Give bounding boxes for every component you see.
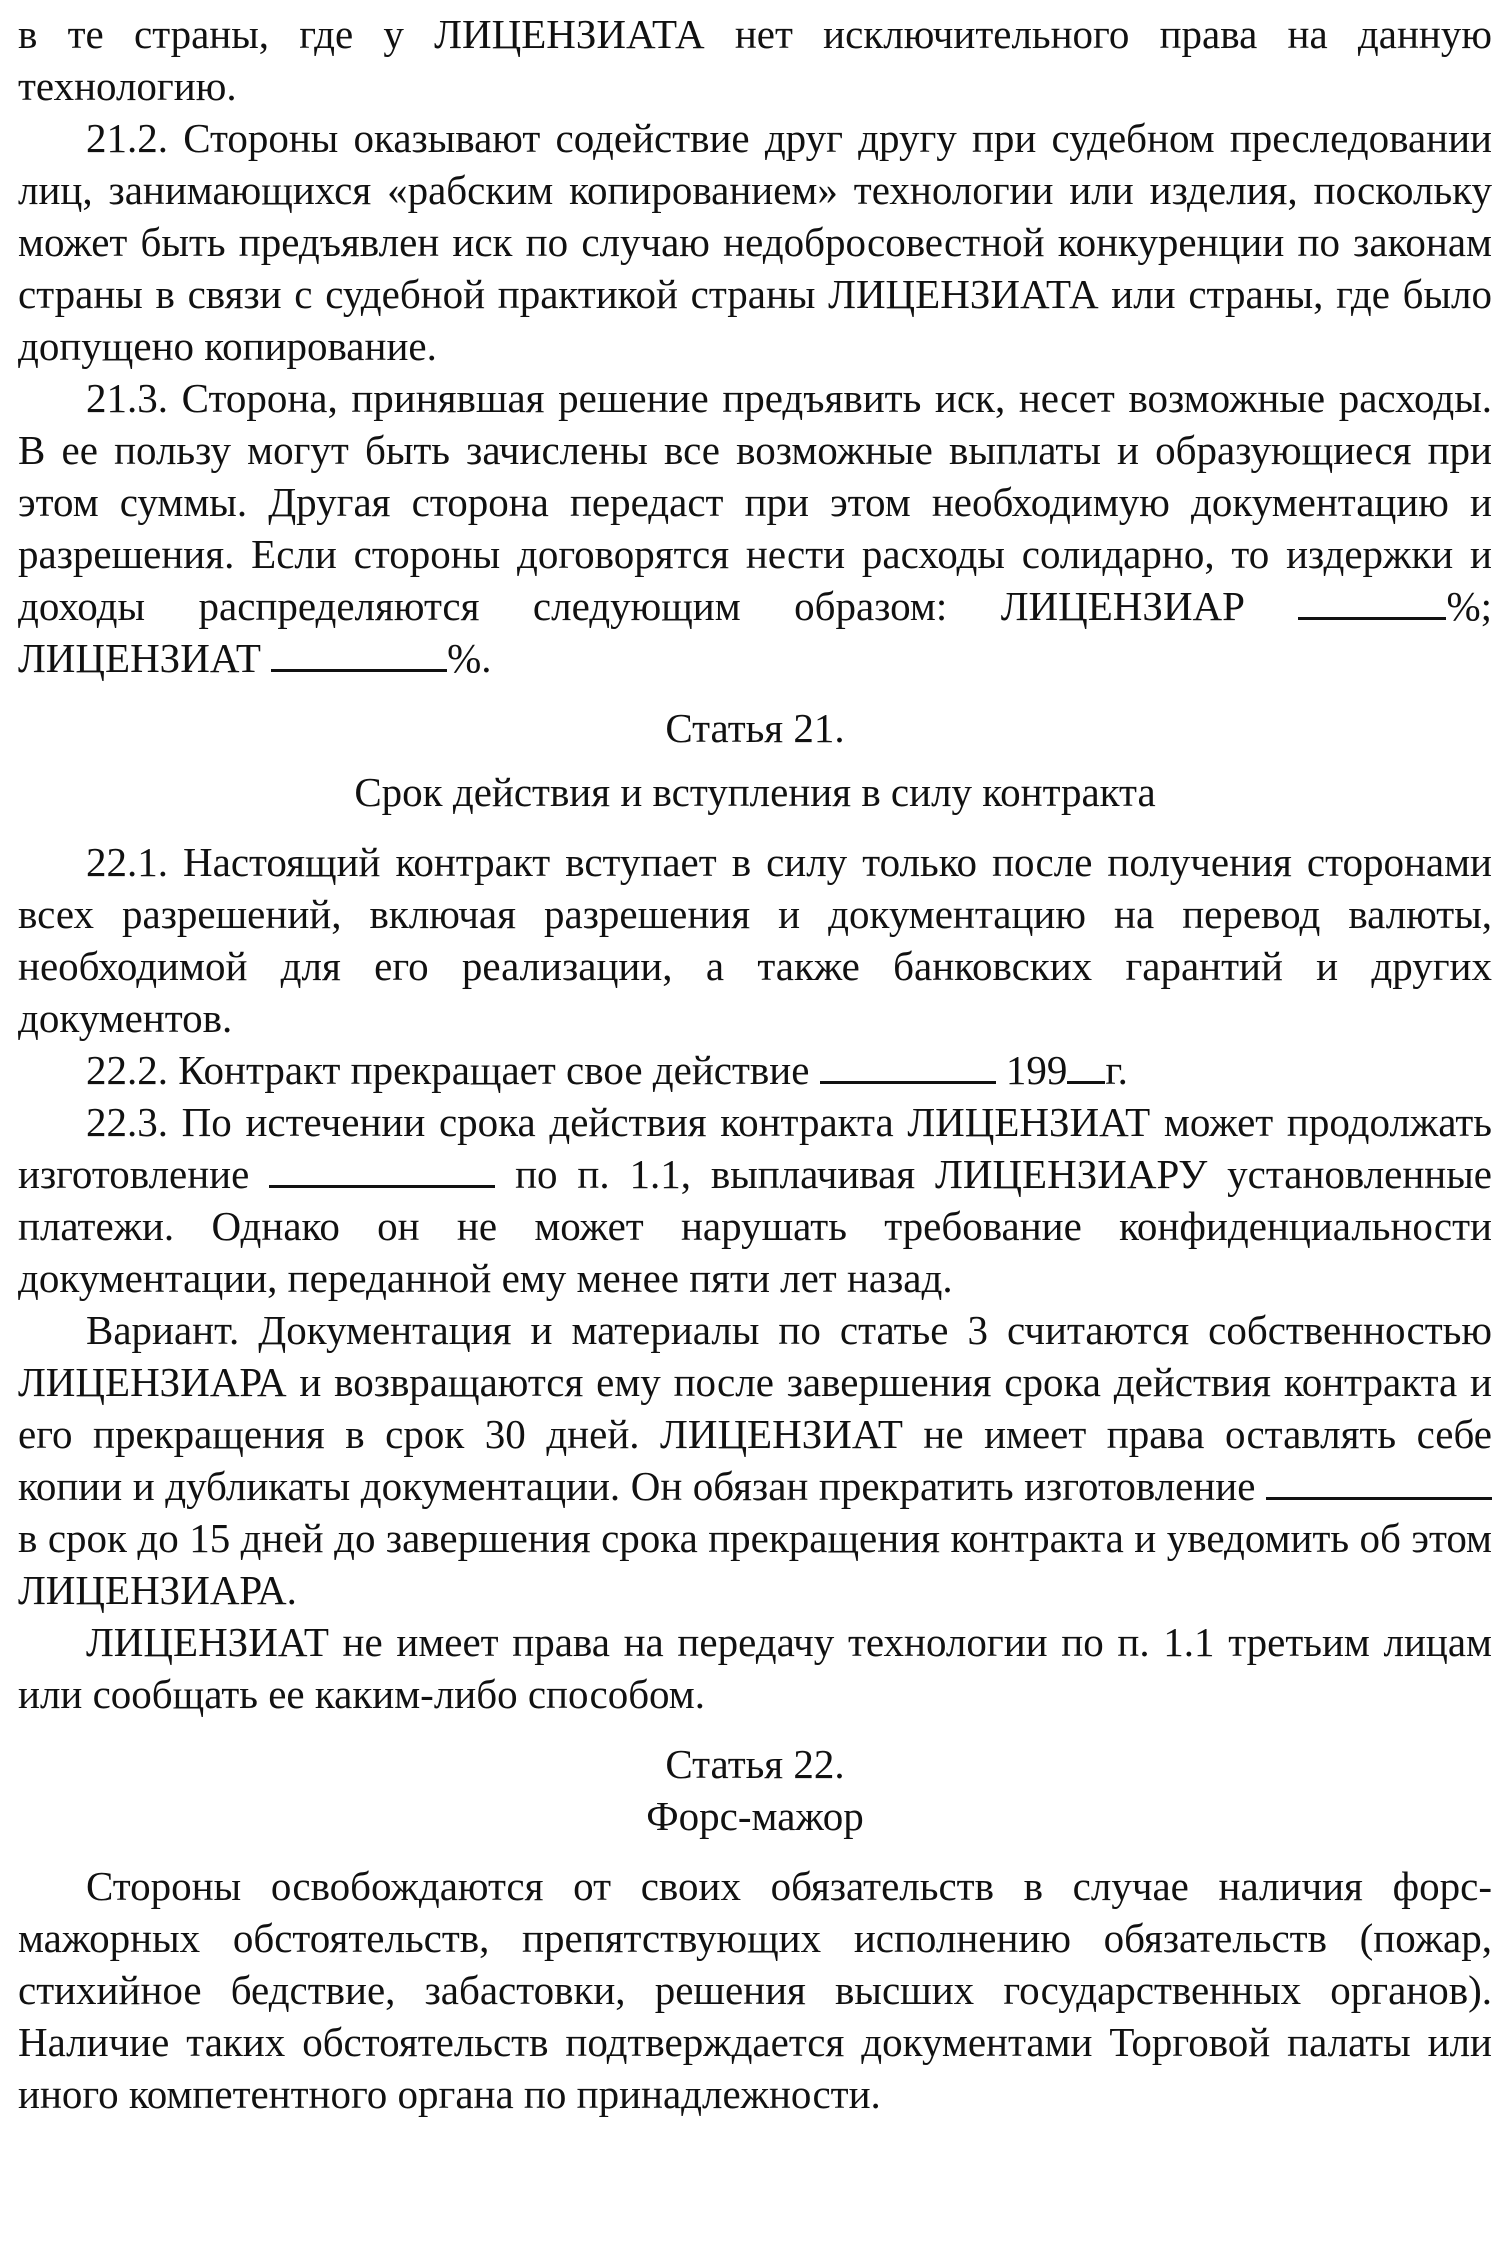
termination-date-blank	[820, 1047, 996, 1084]
paragraph-variant-end: в срок до 15 дней до завершения срока прекращения контракта и уведомить об этом ЛИЦЕНЗИАРА.	[18, 1515, 1492, 1613]
paragraph-22-2-end: г.	[1105, 1047, 1128, 1093]
product-blank-22-3	[269, 1151, 495, 1188]
paragraph-intro: в те страны, где у ЛИЦЕНЗИАТА нет исключительного права на данную технологию.	[18, 11, 1492, 109]
paragraph-22-2-year: 199	[1005, 1047, 1068, 1093]
paragraph-22-3-start: 22.3. По истечении срока действия контракта ЛИЦЕНЗИАТ может продолжать изготовление	[18, 1099, 1492, 1197]
paragraph-21-3	[18, 372, 1492, 684]
paragraph-variant	[18, 1304, 1492, 1616]
paragraph-22-1: 22.1. Настоящий контракт вступает в силу только после получения сторонами всех разрешений, включая разрешения и документацию на перевод валюты, необходимой для его реализации, а также банковских гарантий и других документов.	[18, 839, 1492, 1041]
year-digit-blank	[1067, 1047, 1105, 1084]
article-22-number: Статья 22.	[665, 1741, 845, 1787]
paragraph-21-3-mid: %; ЛИЦЕНЗИАТ	[18, 583, 1493, 681]
paragraph-21-2: 21.2. Стороны оказывают содействие друг другу при судебном преследовании лиц, занимающихся «рабским копированием» технологии или изделия, поскольку может быть предъявлен иск по случаю недобросовестной конкуренции по законам страны в связи с судебной практикой страны ЛИЦЕНЗИАТА или страны, где было допущено копирование.	[18, 115, 1492, 369]
paragraph-21-3-text: 21.3. Сторона, принявшая решение предъявить иск, несет возможные расходы. В ее пользу могут быть зачислены все возможные выплаты и образующиеся при этом суммы. Другая сторона передаст при этом необходимую документацию и разрешения. Если стороны договорятся нести расходы солидарно, то издержки и доходы распределяются следующим образом: ЛИЦЕНЗИАР	[18, 375, 1492, 629]
licensee-share-blank	[271, 635, 447, 672]
licensor-share-blank	[1298, 583, 1446, 620]
article-22-title: Форс-мажор	[646, 1793, 864, 1839]
paragraph-22-3	[18, 1096, 1492, 1304]
paragraph-variant-start: Вариант. Документация и материалы по статье 3 считаются собственностью ЛИЦЕНЗИАРА и возвращаются ему после завершения срока действия контракта и его прекращения в срок 30 дней. ЛИЦЕНЗИАТ не имеет права оставлять себе копии и дубликаты документации. Он обязан прекратить изготовление	[18, 1307, 1492, 1509]
article-21-number: Статья 21.	[665, 705, 845, 751]
paragraph-22-3-end: по п. 1.1, выплачивая ЛИЦЕНЗИАРУ установленные платежи. Однако он не может нарушать требование конфиденциальности документации, переданной ему менее пяти лет назад.	[18, 1151, 1492, 1301]
article-21-title: Срок действия и вступления в силу контракта	[354, 769, 1156, 815]
paragraph-force-majeure: Стороны освобождаются от своих обязательств в случае наличия форс-мажорных обстоятельств, препятствующих исполнению обязательств (пожар, стихийное бедствие, забастовки, решения высших государственных органов). Наличие таких обстоятельств подтверждается документами Торговой палаты или иного компетентного органа по принадлежности.	[18, 1863, 1492, 2117]
paragraph-licensee-transfer: ЛИЦЕНЗИАТ не имеет права на передачу технологии по п. 1.1 третьим лицам или сообщать ее каким-либо способом.	[18, 1619, 1492, 1717]
paragraph-22-2-text: 22.2. Контракт прекращает свое действие	[86, 1047, 810, 1093]
product-blank-variant	[1266, 1463, 1492, 1500]
paragraph-21-3-end: %.	[447, 635, 492, 681]
paragraph-22-2	[18, 1044, 1492, 1096]
